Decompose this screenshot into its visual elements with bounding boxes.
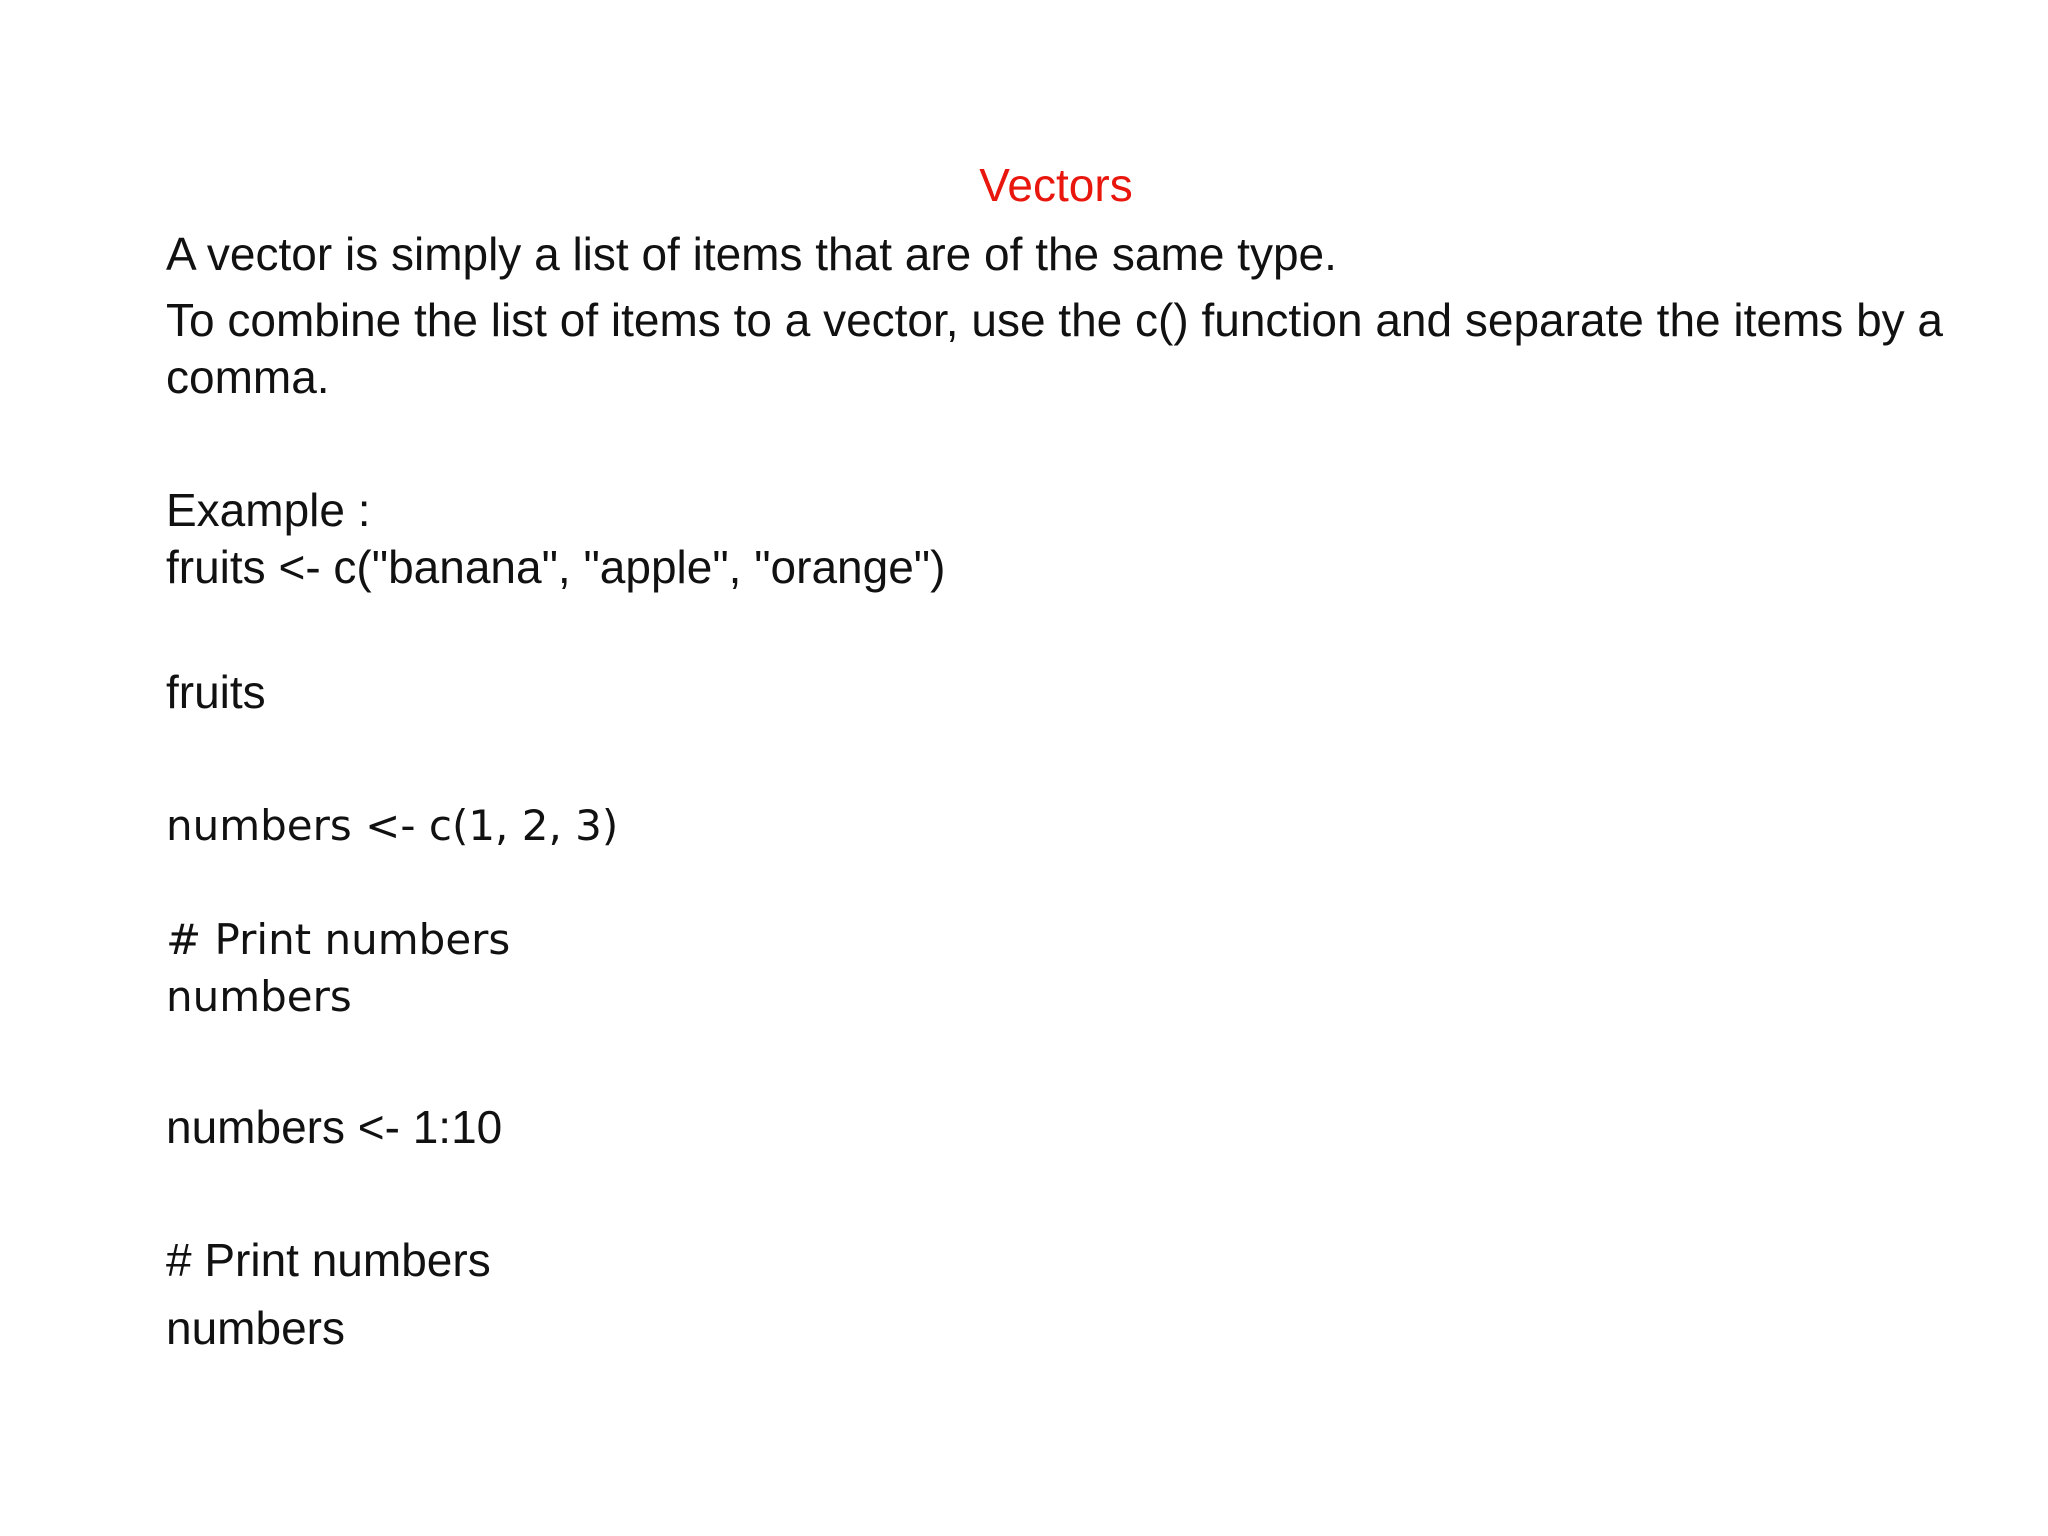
code-comment-1: # Print numbers (166, 915, 511, 964)
example-label: Example : (166, 484, 371, 536)
code-numbers-assign: numbers <- c(1, 2, 3) (166, 801, 619, 850)
code-range-assign: numbers <- 1:10 (166, 1101, 503, 1153)
slide-title: Vectors (979, 159, 1133, 211)
code-comment-2: # Print numbers (166, 1234, 491, 1286)
intro-text: A vector is simply a list of items that are of the same type. (166, 228, 1337, 280)
description-text: To combine the list of items to a vector, use the c() function and separate the items by a comma. (166, 294, 1944, 403)
code-numbers-print-1: numbers (166, 972, 352, 1021)
code-fruits-print: fruits (166, 666, 266, 718)
code-fruits-assign: fruits <- c("banana", "apple", "orange") (166, 541, 946, 593)
code-numbers-print-2: numbers (166, 1302, 345, 1354)
